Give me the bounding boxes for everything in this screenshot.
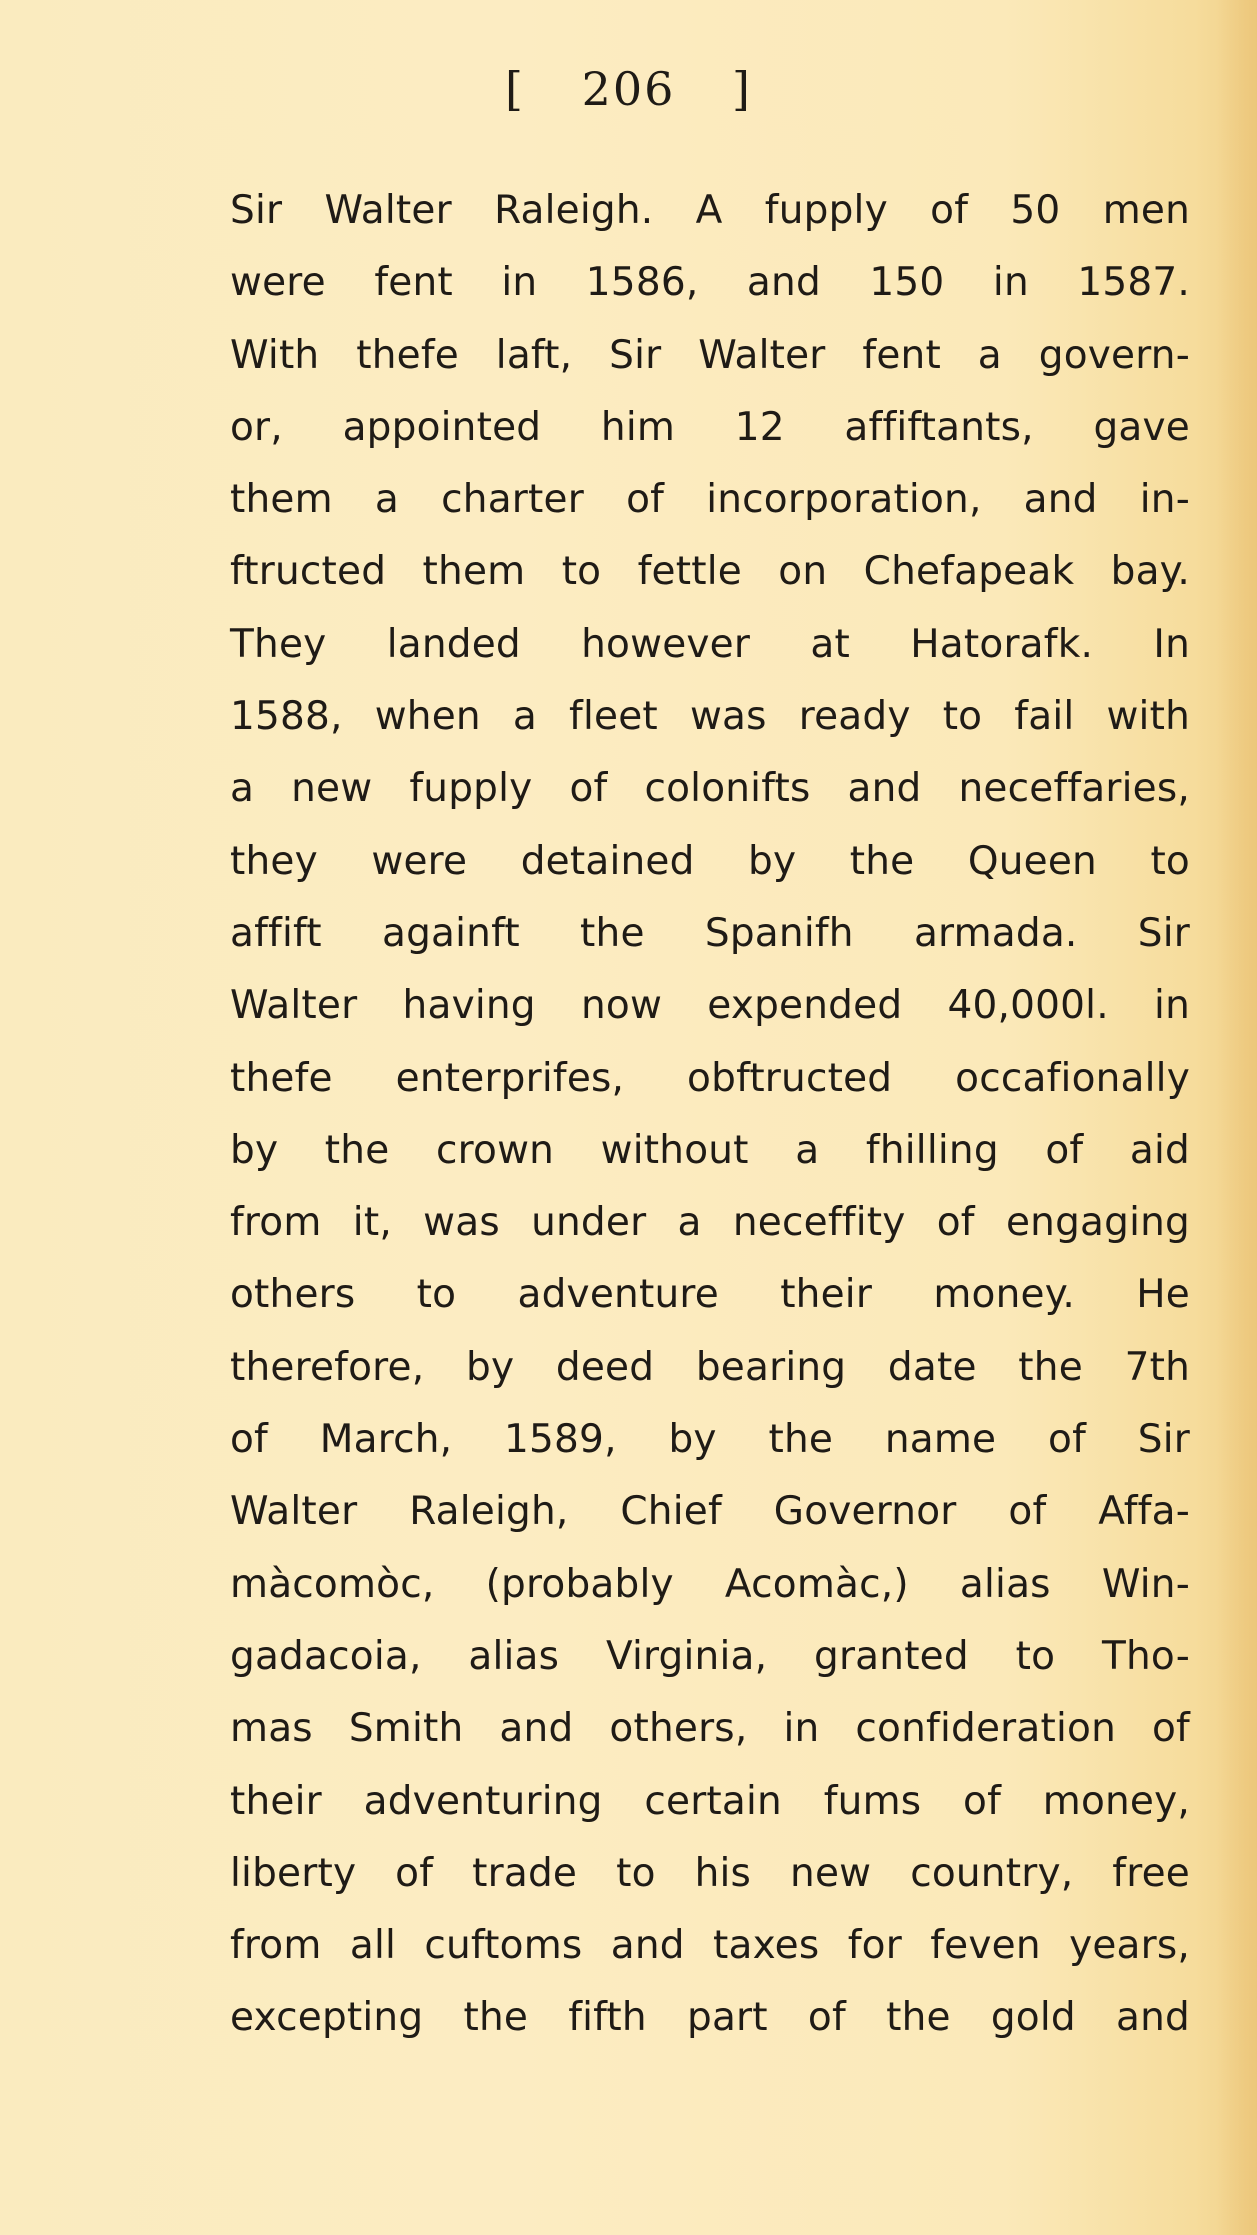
text-line: or, appointed him 12 affiftants, gave xyxy=(230,404,1190,450)
text-line: from it, was under a neceffity of engaging xyxy=(230,1200,1190,1246)
text-line: Walter Raleigh, Chief Governor of Affa- xyxy=(230,1489,1190,1535)
close-bracket: ] xyxy=(732,62,752,116)
text-line: were fent in 1586, and 150 in 1587. xyxy=(230,260,1190,306)
text-line: mas Smith and others, in confideration of xyxy=(230,1706,1190,1752)
text-line: 1588, when a fleet was ready to fail with xyxy=(230,694,1190,740)
text-line: others to adventure their money. He xyxy=(230,1272,1190,1318)
text-line: Sir Walter Raleigh. A fupply of 50 men xyxy=(230,188,1190,233)
text-line: therefore, by deed bearing date the 7th xyxy=(230,1344,1190,1390)
body-text xyxy=(230,175,1190,2055)
text-line: their adventuring certain fums of money, xyxy=(230,1778,1190,1824)
text-line: they were detained by the Queen to xyxy=(230,838,1190,884)
page-number: 206 xyxy=(581,62,676,116)
text-line: them a charter of incorporation, and in- xyxy=(230,477,1190,523)
text-line: affift againft the Spanifh armada. Sir xyxy=(230,910,1190,956)
text-line: liberty of trade to his new country, free xyxy=(230,1850,1190,1896)
text-line: ftructed them to fettle on Chefapeak bay. xyxy=(230,549,1190,595)
text-line: With thefe laft, Sir Walter fent a govern- xyxy=(230,332,1190,378)
page-edge-shading xyxy=(1217,0,1257,2235)
text-line: Walter having now expended 40,000l. in xyxy=(230,983,1190,1029)
text-line: gadacoia, alias Virginia, granted to Tho- xyxy=(230,1633,1190,1679)
text-line: thefe enterprifes, obftructed occafionally xyxy=(230,1055,1190,1101)
text-line: They landed however at Hatorafk. In xyxy=(230,621,1190,667)
text-line: from all cuftoms and taxes for feven years, xyxy=(230,1923,1190,1969)
page-header xyxy=(0,62,1257,116)
text-line: a new fupply of colonifts and neceffaries, xyxy=(230,766,1190,812)
text-line: excepting the fifth part of the gold and xyxy=(230,1995,1190,2041)
text-line: of March, 1589, by the name of Sir xyxy=(230,1417,1190,1463)
text-line: by the crown without a fhilling of aid xyxy=(230,1127,1190,1173)
text-line: màcomòc, (probably Acomàc,) alias Win- xyxy=(230,1561,1190,1607)
open-bracket: [ xyxy=(505,62,525,116)
